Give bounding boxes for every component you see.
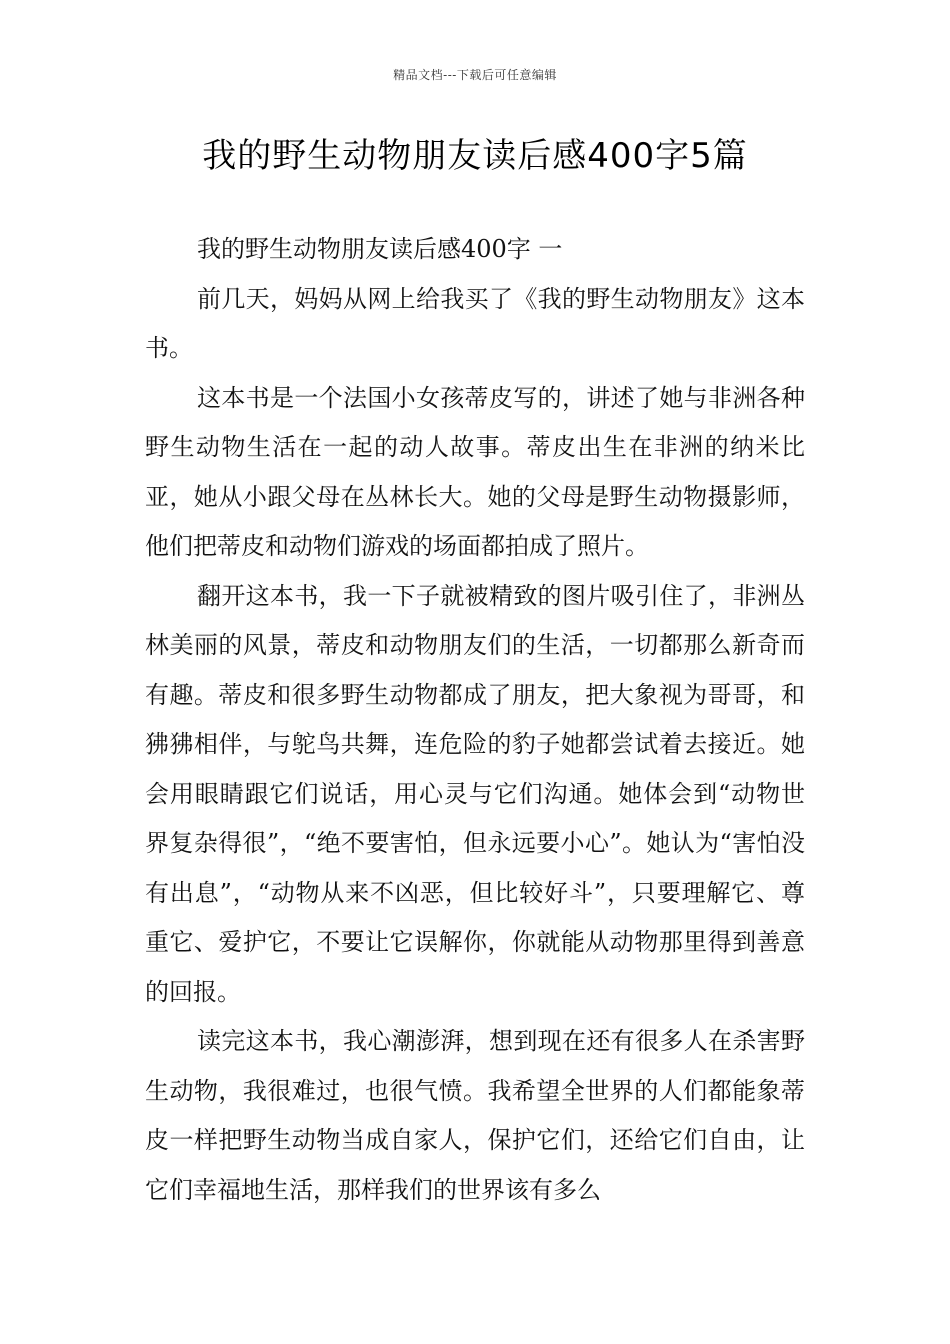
page-header-note: 精品文档---下载后可任意编辑 (393, 68, 557, 82)
paragraph: 这本书是一个法国小女孩蒂皮写的，讲述了她与非洲各种野生动物生活在一起的动人故事。蒂皮出生在非洲的纳米比亚，她从小跟父母在丛林长大。她的父母是野生动物摄影师，他们把蒂皮和动物们游戏的场面都拍成了照片。 (145, 383, 805, 560)
paragraph: 翻开这本书，我一下子就被精致的图片吸引住了，非洲丛林美丽的风景，蒂皮和动物朋友们的生活，一切都那么新奇而有趣。蒂皮和很多野生动物都成了朋友，把大象视为哥哥，和狒狒相伴，与鸵鸟共舞，连危险的豹子她都尝试着去接近。她会用眼睛跟它们说话，用心灵与它们沟通。她体会到“动物世界复杂得很”，“绝不要害怕，但永远要小心”。她认为“害怕没有出息”，“动物从来不凶恶，但比较好斗”，只要理解它、尊重它、爱护它，不要让它误解你，你就能从动物那里得到善意的回报。 (145, 581, 805, 1006)
document-title: 我的野生动物朋友读后感400字5篇 (202, 136, 748, 176)
paragraph: 前几天，妈妈从网上给我买了《我的野生动物朋友》这本书。 (145, 284, 805, 362)
document-body (145, 225, 805, 1215)
section-heading: 我的野生动物朋友读后感400字 一 (197, 235, 563, 263)
paragraph: 读完这本书，我心潮澎湃，想到现在还有很多人在杀害野生动物，我很难过，也很气愤。我希望全世界的人们都能象蒂皮一样把野生动物当成自家人，保护它们，还给它们自由，让它们幸福地生活，那样我们的世界该有多么 (145, 1027, 805, 1204)
